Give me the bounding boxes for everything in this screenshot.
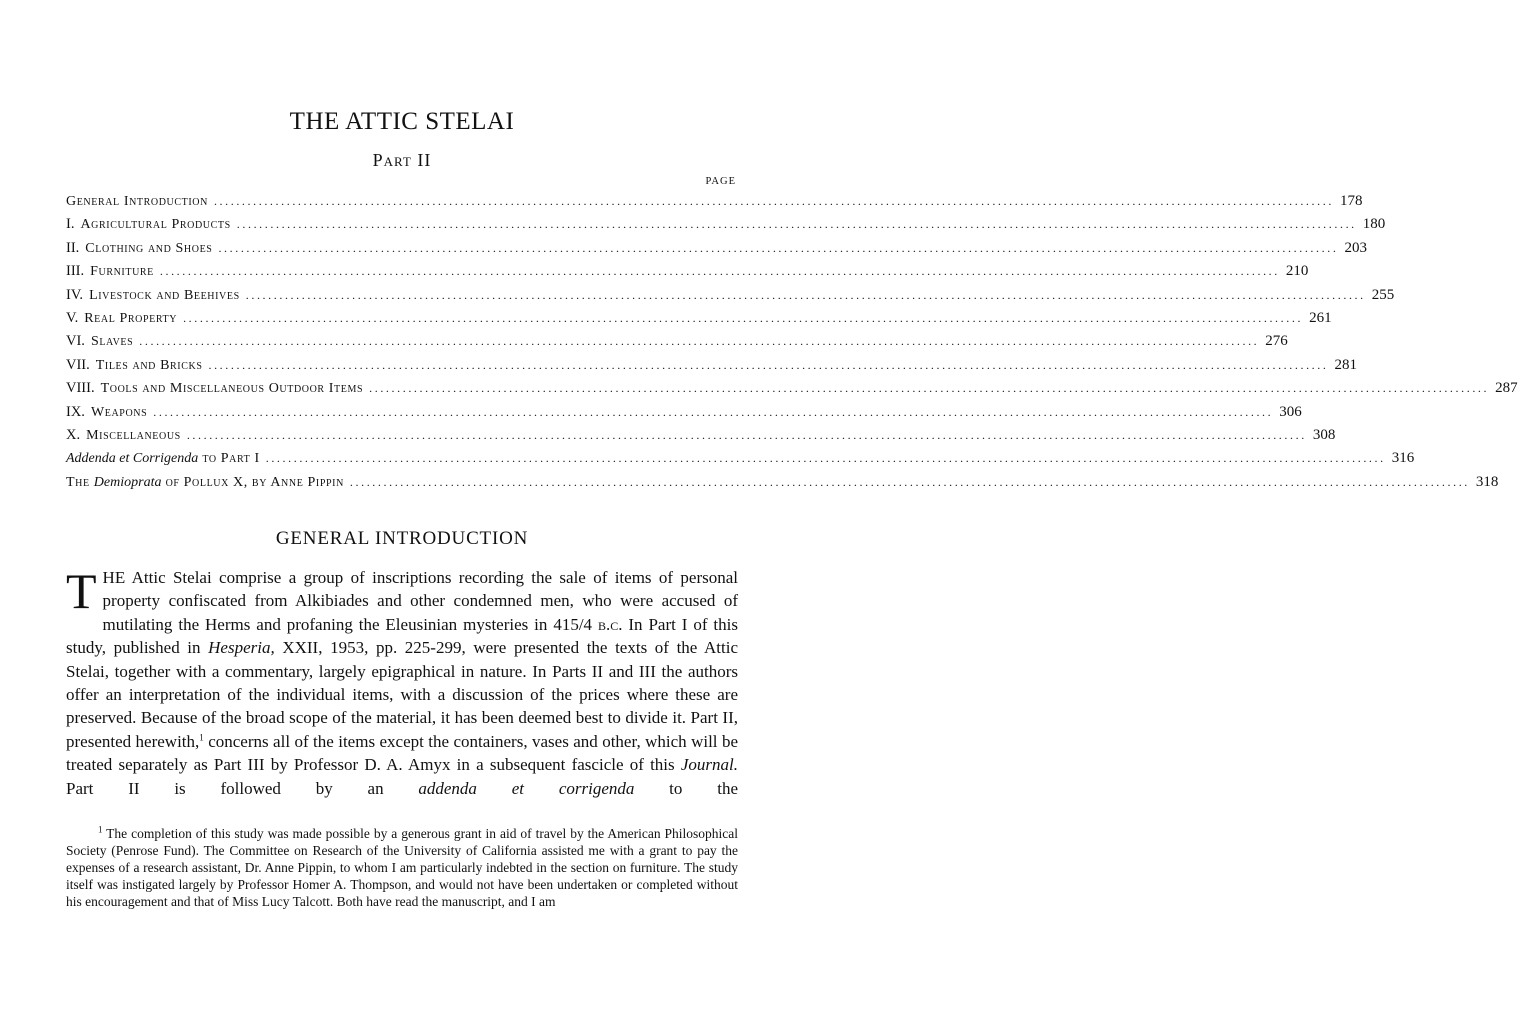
toc-number: III. <box>66 263 85 280</box>
toc-row[interactable] <box>66 426 1336 450</box>
toc-page-number: 255 <box>1371 286 1395 303</box>
toc-number: VII. <box>66 356 90 373</box>
drop-cap: T <box>66 563 97 619</box>
toc-number: VIII. <box>66 380 95 397</box>
toc-label: Clothing and Shoes <box>85 240 213 256</box>
toc-number: X. <box>66 426 81 443</box>
toc-page-number: 203 <box>1344 239 1367 256</box>
toc-page-number: 210 <box>1285 263 1309 280</box>
toc-page-number: 316 <box>1391 450 1415 467</box>
toc-label: Addenda et Corrigenda to Part I <box>66 451 260 467</box>
toc-row[interactable] <box>66 263 1309 286</box>
toc-number: I. <box>66 216 75 233</box>
toc-leader-dots: ........................................................................................................................................................................................................ <box>265 451 1386 466</box>
toc-page-number: 287 <box>1495 380 1518 397</box>
toc-page-number: 261 <box>1309 309 1332 326</box>
part-heading: Part II <box>372 150 432 170</box>
toc-page-column-label: PAGE <box>705 176 736 187</box>
toc-label: Miscellaneous <box>86 427 181 443</box>
toc-label: Weapons <box>90 404 148 420</box>
toc-row[interactable] <box>66 286 1395 310</box>
toc-leader-dots: ........................................................................................................................................................................................................ <box>213 194 1334 208</box>
toc-row[interactable] <box>66 380 1518 403</box>
toc-label: General Introduction <box>66 194 208 209</box>
toc-page-number: 308 <box>1312 426 1336 443</box>
toc-leader-dots: ........................................................................................................................................................................................................ <box>139 334 1260 349</box>
toc-row[interactable] <box>66 356 1357 380</box>
toc-number: IX. <box>66 403 85 420</box>
toc-leader-dots: ........................................................................................................................................................................................................ <box>159 264 1280 279</box>
toc-row[interactable] <box>66 309 1332 333</box>
toc-label: Agricultural Products <box>80 217 231 233</box>
toc-row[interactable] <box>66 216 1386 239</box>
toc-label: Furniture <box>90 264 154 280</box>
toc-leader-dots: ........................................................................................................................................................................................................ <box>218 240 1339 255</box>
toc-leader-dots: ........................................................................................................................................................................................................ <box>236 217 1357 232</box>
toc-page-number: 318 <box>1475 473 1499 490</box>
toc-label: The Demioprata of Pollux X, by Anne Pippin <box>66 474 344 490</box>
footnote-reference[interactable]: 1 <box>199 732 204 743</box>
toc-page-number: 178 <box>1339 193 1363 209</box>
table-of-contents <box>66 193 1518 497</box>
toc-page-number: 306 <box>1279 403 1302 420</box>
toc-label: Tools and Miscellaneous Outdoor Items <box>100 381 364 397</box>
toc-row[interactable] <box>66 403 1302 427</box>
intro-paragraph: THE Attic Stelai comprise a group of inscriptions recording the sale of items of personal property confiscated from Alkibiades and other condemned men, who were accused of mutilating the Herms and profaning the Eleusinian mysteries in 415/4 b.c. In Part I of this study, published in Hesperia, XXII, 1953, pp. 225-299, were presented the texts of the Attic Stelai, together with a commentary, largely epigraphical in nature. In Parts II and III the authors offer an interpretation of the individual items, with a discussion of the prices where these are preserved. Because of the broad scope of the material, it has been deemed best to divide it. Part II, presented herewith,$^1$ concerns all of the items except the containers, vases and other, which will be treated separately as Part III by Professor D. A. Amyx in a subsequent fascicle of this Journal. Part II is followed by an addenda et corrigenda to the <box>66 563 738 798</box>
toc-label: Tiles and Bricks <box>95 357 203 373</box>
toc-number: IV. <box>66 286 84 303</box>
toc-leader-dots: ........................................................................................................................................................................................................ <box>349 474 1470 489</box>
toc-number: V. <box>66 309 79 326</box>
toc-leader-dots: ........................................................................................................................................................................................................ <box>186 427 1307 442</box>
toc-row[interactable] <box>66 333 1288 356</box>
footnote: $^1$ The completion of this study was made possible by a generous grant in aid of travel by the American Philosophical Society (Penrose Fund). The Committee on Research of the University of California assisted me with a grant to pay the expenses of a research assistant, Dr. Anne Pippin, to whom I am particularly indebted in the section on furniture. The study itself was instigated largely by Professor Homer A. Thompson, and would not have been undertaken or completed without his encouragement and that of Miss Lucy Talcott. Both have read the manuscript, and I am <box>66 824 738 909</box>
toc-leader-dots: ........................................................................................................................................................................................................ <box>369 381 1490 396</box>
toc-number: VI. <box>66 333 85 350</box>
toc-row[interactable] <box>66 450 1415 473</box>
section-heading: GENERAL INTRODUCTION <box>275 528 529 549</box>
toc-row[interactable] <box>66 193 1363 216</box>
footnote-mark: 1 <box>98 824 103 835</box>
toc-leader-dots: ........................................................................................................................................................................................................ <box>183 310 1304 325</box>
toc-leader-dots: ........................................................................................................................................................................................................ <box>208 357 1329 372</box>
toc-label: Slaves <box>90 334 134 350</box>
article-title: THE ATTIC STELAI <box>289 108 515 135</box>
toc-number: II. <box>66 239 80 256</box>
toc-leader-dots: ........................................................................................................................................................................................................ <box>153 404 1274 419</box>
toc-page-number: 276 <box>1265 333 1288 350</box>
toc-row[interactable] <box>66 473 1499 497</box>
toc-leader-dots: ........................................................................................................................................................................................................ <box>245 287 1366 302</box>
toc-label: Livestock and Beehives <box>89 287 240 303</box>
toc-page-number: 180 <box>1362 216 1386 233</box>
toc-row[interactable] <box>66 239 1367 263</box>
toc-label: Real Property <box>84 310 178 326</box>
toc-page-number: 281 <box>1334 356 1357 373</box>
